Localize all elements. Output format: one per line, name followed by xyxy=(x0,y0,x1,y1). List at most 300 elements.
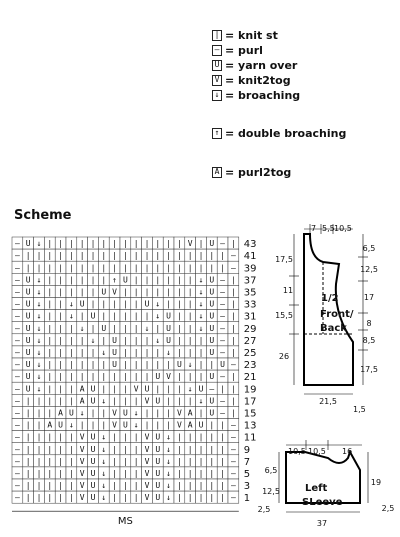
chart-stitch-symbol: — xyxy=(230,432,236,442)
chart-stitch-symbol: ↓ xyxy=(198,396,204,406)
chart-stitch-symbol: — xyxy=(230,420,236,430)
sleeve-label: SLeeve xyxy=(302,497,343,508)
front-back-label: Front/ xyxy=(320,309,354,320)
chart-stitch-symbol: | xyxy=(58,396,64,406)
chart-stitch-symbol: | xyxy=(209,360,215,370)
chart-stitch-symbol: — xyxy=(14,348,20,357)
chart-stitch-symbol: | xyxy=(176,493,182,503)
chart-stitch-symbol: | xyxy=(209,444,215,454)
chart-row-label: 13 xyxy=(243,420,257,432)
chart-stitch-symbol: | xyxy=(133,396,139,406)
chart-stitch-symbol: | xyxy=(36,481,42,491)
chart-stitch-symbol: ↓ xyxy=(36,299,42,309)
chart-stitch-symbol: — xyxy=(220,323,226,333)
chart-stitch-symbol: ↓ xyxy=(166,348,172,357)
knit2tog-symbol-icon: V xyxy=(212,75,222,86)
chart-stitch-symbol: A xyxy=(47,420,53,430)
chart-stitch-symbol: — xyxy=(220,348,226,357)
chart-stitch-symbol: — xyxy=(14,432,20,442)
chart-stitch-symbol: | xyxy=(25,432,31,442)
chart-row-label: 19 xyxy=(243,384,257,396)
chart-stitch-symbol: U xyxy=(155,493,161,503)
chart-stitch-symbol: — xyxy=(14,493,20,503)
chart-stitch-symbol: | xyxy=(166,360,172,370)
chart-stitch-symbol: ↓ xyxy=(36,311,42,321)
chart-stitch-symbol: U xyxy=(101,287,107,297)
chart-stitch-symbol: ↓ xyxy=(133,408,139,418)
chart-stitch-symbol: U xyxy=(198,384,204,394)
chart-stitch-symbol: ↓ xyxy=(101,396,107,406)
chart-stitch-symbol: — xyxy=(14,456,20,466)
chart-stitch-symbol: | xyxy=(101,360,107,370)
chart-stitch-symbol: U xyxy=(79,299,85,309)
dim-right-4: 8 xyxy=(366,319,372,328)
chart-stitch-symbol: | xyxy=(112,239,118,249)
legend-label: = purl2tog xyxy=(225,165,292,179)
chart-row-label: 1 xyxy=(243,493,251,505)
chart-stitch-symbol: U xyxy=(90,396,96,406)
chart-stitch-symbol: | xyxy=(47,239,53,249)
chart-stitch-symbol: ↓ xyxy=(155,311,161,321)
chart-stitch-symbol: | xyxy=(133,348,139,357)
chart-stitch-symbol: | xyxy=(187,481,193,491)
chart-stitch-symbol: | xyxy=(25,444,31,454)
chart-stitch-symbol: | xyxy=(122,299,128,309)
chart-stitch-symbol: | xyxy=(90,360,96,370)
chart-stitch-symbol: ↓ xyxy=(36,360,42,370)
chart-stitch-symbol: V xyxy=(176,408,182,418)
chart-stitch-symbol: | xyxy=(47,287,53,297)
dim-right-5: 8,5 xyxy=(362,336,376,345)
chart-stitch-symbol: | xyxy=(176,481,182,491)
chart-stitch-symbol: | xyxy=(79,335,85,345)
chart-stitch-symbol: V xyxy=(144,469,150,478)
chart-stitch-symbol: | xyxy=(68,287,74,297)
chart-stitch-symbol: U xyxy=(90,481,96,491)
chart-stitch-symbol: V xyxy=(166,372,172,382)
chart-stitch-symbol: | xyxy=(36,456,42,466)
dim-neck-top: 7 xyxy=(311,224,317,233)
chart-stitch-symbol: ↓ xyxy=(166,469,172,478)
chart-stitch-symbol: | xyxy=(133,469,139,478)
chart-stitch-symbol: V xyxy=(112,408,118,418)
chart-stitch-symbol: | xyxy=(198,469,204,478)
chart-stitch-symbol: ↓ xyxy=(187,360,193,370)
chart-stitch-symbol: | xyxy=(155,384,161,394)
dim-bottom-hem: 1,5 xyxy=(353,405,366,414)
chart-stitch-symbol: | xyxy=(36,493,42,503)
chart-row-label: 43 xyxy=(243,239,257,251)
chart-stitch-symbol: | xyxy=(187,323,193,333)
chart-stitch-symbol: ↓ xyxy=(36,287,42,297)
chart-stitch-symbol: | xyxy=(47,275,53,285)
chart-stitch-symbol: A xyxy=(187,420,193,430)
chart-stitch-symbol: | xyxy=(68,432,74,442)
chart-stitch-symbol: — xyxy=(14,360,20,370)
chart-stitch-symbol: — xyxy=(14,263,20,273)
chart-stitch-symbol: | xyxy=(230,323,236,333)
chart-stitch-symbol: | xyxy=(166,263,172,273)
chart-stitch-symbol: | xyxy=(58,456,64,466)
chart-stitch-symbol: | xyxy=(166,299,172,309)
chart-stitch-symbol: U xyxy=(166,311,172,321)
legend-label: = double broaching xyxy=(225,126,347,140)
chart-stitch-symbol: | xyxy=(79,239,85,249)
dim-right-1: 6,5 xyxy=(362,244,376,253)
chart-stitch-symbol: | xyxy=(47,384,53,394)
chart-stitch-symbol: A xyxy=(187,408,193,418)
chart-stitch-symbol: | xyxy=(68,444,74,454)
chart-stitch-symbol: | xyxy=(47,481,53,491)
dim-right-3: 17 xyxy=(363,293,375,302)
chart-stitch-symbol: | xyxy=(198,456,204,466)
chart-stitch-symbol: ↓ xyxy=(101,348,107,357)
chart-stitch-symbol: | xyxy=(220,456,226,466)
chart-stitch-symbol: | xyxy=(209,420,215,430)
chart-stitch-symbol: | xyxy=(144,275,150,285)
chart-stitch-symbol: ↓ xyxy=(101,469,107,478)
chart-row-label: 11 xyxy=(243,432,257,444)
chart-stitch-symbol: | xyxy=(133,481,139,491)
chart-stitch-symbol: — xyxy=(220,311,226,321)
chart-stitch-symbol: | xyxy=(198,348,204,357)
chart-stitch-symbol: | xyxy=(166,408,172,418)
legend-label: = yarn over xyxy=(225,58,298,72)
chart-stitch-symbol: ↓ xyxy=(36,275,42,285)
chart-stitch-symbol: — xyxy=(14,372,20,382)
chart-stitch-symbol: | xyxy=(47,323,53,333)
chart-stitch-symbol: — xyxy=(220,372,226,382)
double-broaching-symbol-icon: ↑ xyxy=(212,128,222,139)
chart-stitch-symbol: | xyxy=(58,275,64,285)
chart-stitch-symbol: | xyxy=(122,287,128,297)
legend-label: = knit st xyxy=(225,28,278,42)
chart-stitch-symbol: U xyxy=(209,408,215,418)
chart-stitch-symbol: — xyxy=(220,408,226,418)
chart-stitch-symbol: | xyxy=(198,251,204,261)
chart-stitch-symbol: U xyxy=(25,311,31,321)
chart-stitch-symbol: ↓ xyxy=(198,311,204,321)
chart-stitch-symbol: | xyxy=(230,335,236,345)
legend-label: = knit2tog xyxy=(225,73,291,87)
dim-sleeve-left-2: 12,5 xyxy=(262,487,280,496)
chart-stitch-symbol: — xyxy=(220,396,226,406)
chart-stitch-symbol: U xyxy=(122,275,128,285)
chart-stitch-symbol: | xyxy=(155,323,161,333)
chart-row-label: 35 xyxy=(243,287,257,299)
chart-stitch-symbol: | xyxy=(47,372,53,382)
chart-stitch-symbol: ↓ xyxy=(68,299,74,309)
chart-stitch-symbol: U xyxy=(166,335,172,345)
chart-stitch-symbol: — xyxy=(14,420,20,430)
chart-stitch-symbol: | xyxy=(112,263,118,273)
chart-stitch-symbol: — xyxy=(230,493,236,503)
chart-stitch-symbol: | xyxy=(230,372,236,382)
chart-stitch-symbol: | xyxy=(187,396,193,406)
chart-stitch-symbol: | xyxy=(155,275,161,285)
chart-stitch-symbol: | xyxy=(209,263,215,273)
chart-stitch-symbol: | xyxy=(155,263,161,273)
chart-stitch-symbol: U xyxy=(209,239,215,249)
chart-stitch-symbol: U xyxy=(112,360,118,370)
chart-stitch-symbol: | xyxy=(187,287,193,297)
chart-stitch-symbol: | xyxy=(25,493,31,503)
chart-stitch-symbol: | xyxy=(25,456,31,466)
chart-stitch-symbol: | xyxy=(68,275,74,285)
chart-bottom-label: MS xyxy=(117,516,133,528)
chart-stitch-symbol: ↓ xyxy=(133,420,139,430)
chart-stitch-symbol: | xyxy=(112,432,118,442)
chart-stitch-symbol: | xyxy=(133,275,139,285)
chart-stitch-symbol: | xyxy=(187,263,193,273)
chart-stitch-symbol: ↓ xyxy=(166,493,172,503)
chart-stitch-symbol: | xyxy=(209,481,215,491)
chart-stitch-symbol: — xyxy=(230,456,236,466)
chart-stitch-symbol: | xyxy=(230,239,236,249)
chart-stitch-symbol: | xyxy=(112,444,118,454)
chart-stitch-symbol: | xyxy=(68,251,74,261)
chart-stitch-symbol: | xyxy=(90,287,96,297)
chart-stitch-symbol: ↓ xyxy=(155,335,161,345)
chart-stitch-symbol: | xyxy=(122,348,128,357)
chart-stitch-symbol: U xyxy=(25,360,31,370)
chart-stitch-symbol: V xyxy=(79,432,85,442)
chart-stitch-symbol: — xyxy=(220,239,226,249)
chart-stitch-symbol: — xyxy=(14,287,20,297)
chart-stitch-symbol: ↓ xyxy=(166,456,172,466)
chart-stitch-symbol: | xyxy=(176,348,182,357)
chart-stitch-symbol: U xyxy=(198,420,204,430)
chart-stitch-symbol: | xyxy=(101,408,107,418)
chart-stitch-symbol: | xyxy=(176,239,182,249)
chart-stitch-symbol: U xyxy=(155,372,161,382)
chart-stitch-symbol: | xyxy=(58,444,64,454)
chart-stitch-symbol: | xyxy=(112,481,118,491)
chart-stitch-symbol: U xyxy=(155,432,161,442)
chart-stitch-symbol: | xyxy=(187,444,193,454)
chart-stitch-symbol: | xyxy=(101,384,107,394)
chart-stitch-symbol: | xyxy=(58,372,64,382)
chart-stitch-symbol: | xyxy=(166,287,172,297)
chart-stitch-symbol: | xyxy=(112,311,118,321)
chart-stitch-symbol: | xyxy=(187,493,193,503)
chart-stitch-symbol: ↓ xyxy=(198,275,204,285)
chart-stitch-symbol: | xyxy=(68,396,74,406)
chart-stitch-symbol: ↓ xyxy=(101,481,107,491)
chart-stitch-symbol: | xyxy=(90,275,96,285)
chart-stitch-symbol: | xyxy=(133,263,139,273)
chart-stitch-symbol: | xyxy=(101,275,107,285)
chart-stitch-symbol: U xyxy=(209,275,215,285)
chart-stitch-symbol: | xyxy=(68,360,74,370)
chart-row-label: 7 xyxy=(243,456,251,468)
chart-stitch-symbol: | xyxy=(47,348,53,357)
chart-stitch-symbol: | xyxy=(68,456,74,466)
chart-stitch-symbol: | xyxy=(198,263,204,273)
broaching-symbol-icon: ↓ xyxy=(212,90,222,101)
chart-stitch-symbol: U xyxy=(25,384,31,394)
chart-stitch-symbol: U xyxy=(155,396,161,406)
chart-stitch-symbol: | xyxy=(90,239,96,249)
chart-stitch-symbol: ↓ xyxy=(101,432,107,442)
chart-stitch-symbol: A xyxy=(58,408,64,418)
chart-stitch-symbol: | xyxy=(198,481,204,491)
chart-stitch-symbol: | xyxy=(90,348,96,357)
chart-stitch-symbol: | xyxy=(58,239,64,249)
chart-stitch-symbol: | xyxy=(90,323,96,333)
chart-stitch-symbol: ↓ xyxy=(101,456,107,466)
chart-stitch-symbol: | xyxy=(112,396,118,406)
chart-stitch-symbol: | xyxy=(122,335,128,345)
chart-stitch-symbol: | xyxy=(220,420,226,430)
chart-stitch-symbol: | xyxy=(47,444,53,454)
chart-stitch-symbol: U xyxy=(112,348,118,357)
dim-right-6: 17,5 xyxy=(360,365,378,374)
chart-stitch-symbol: | xyxy=(166,275,172,285)
chart-stitch-symbol: ↓ xyxy=(36,323,42,333)
chart-stitch-symbol: | xyxy=(187,311,193,321)
chart-stitch-symbol: | xyxy=(230,299,236,309)
chart-stitch-symbol: | xyxy=(112,299,118,309)
chart-stitch-symbol: U xyxy=(25,323,31,333)
chart-stitch-symbol: | xyxy=(112,251,118,261)
chart-stitch-symbol: | xyxy=(68,384,74,394)
chart-stitch-symbol: | xyxy=(133,299,139,309)
legend-label: = purl xyxy=(225,43,263,57)
chart-stitch-symbol: | xyxy=(112,323,118,333)
chart-stitch-symbol: — xyxy=(220,299,226,309)
chart-row-label: 39 xyxy=(243,263,257,275)
chart-stitch-symbol: | xyxy=(25,469,31,478)
chart-stitch-symbol: | xyxy=(198,444,204,454)
chart-stitch-symbol: | xyxy=(36,263,42,273)
chart-stitch-symbol: | xyxy=(122,360,128,370)
chart-stitch-symbol: | xyxy=(25,396,31,406)
chart-stitch-symbol: | xyxy=(198,335,204,345)
dim-bottom-width: 21,5 xyxy=(319,397,337,406)
chart-stitch-symbol: | xyxy=(144,287,150,297)
chart-stitch-symbol: | xyxy=(101,299,107,309)
chart-stitch-symbol: | xyxy=(155,348,161,357)
chart-stitch-symbol: | xyxy=(220,432,226,442)
chart-stitch-symbol: | xyxy=(58,469,64,478)
yarn-over-symbol-icon: U xyxy=(212,60,222,71)
chart-row-label: 15 xyxy=(243,408,257,420)
chart-stitch-symbol: | xyxy=(166,384,172,394)
chart-stitch-symbol: | xyxy=(155,360,161,370)
chart-stitch-symbol: — xyxy=(230,263,236,273)
chart-stitch-symbol: | xyxy=(133,287,139,297)
chart-stitch-symbol: | xyxy=(58,323,64,333)
chart-stitch-symbol: | xyxy=(58,384,64,394)
chart-stitch-symbol: ↓ xyxy=(101,444,107,454)
dim-sleeve-right-2: 2,5 xyxy=(381,504,395,513)
chart-row-label: 5 xyxy=(243,469,251,480)
chart-stitch-symbol: | xyxy=(58,263,64,273)
chart-stitch-symbol: ↓ xyxy=(36,384,42,394)
chart-stitch-symbol: | xyxy=(155,251,161,261)
chart-stitch-symbol: U xyxy=(209,287,215,297)
chart-stitch-symbol: ↓ xyxy=(144,323,150,333)
chart-stitch-symbol: | xyxy=(176,299,182,309)
chart-stitch-symbol: | xyxy=(122,481,128,491)
chart-stitch-symbol: | xyxy=(47,469,53,478)
chart-stitch-symbol: | xyxy=(220,469,226,478)
chart-stitch-symbol: V xyxy=(144,493,150,503)
chart-row-label: 37 xyxy=(243,275,257,287)
chart-stitch-symbol: ↓ xyxy=(166,432,172,442)
chart-stitch-symbol: | xyxy=(47,456,53,466)
chart-stitch-symbol: V xyxy=(176,420,182,430)
chart-stitch-symbol: ↓ xyxy=(198,287,204,297)
chart-stitch-symbol: | xyxy=(220,444,226,454)
chart-stitch-symbol: V xyxy=(133,384,139,394)
chart-stitch-symbol: | xyxy=(79,287,85,297)
chart-stitch-symbol: | xyxy=(101,311,107,321)
chart-stitch-symbol: — xyxy=(220,275,226,285)
chart-stitch-symbol: | xyxy=(198,372,204,382)
chart-stitch-symbol: | xyxy=(187,251,193,261)
chart-row-label: 9 xyxy=(243,444,251,456)
chart-row-label: 3 xyxy=(243,481,251,493)
dim-shoulder: 10,5 xyxy=(334,224,352,233)
chart-stitch-symbol: | xyxy=(58,348,64,357)
chart-stitch-symbol: ↓ xyxy=(187,384,193,394)
chart-stitch-symbol: | xyxy=(220,481,226,491)
purl-symbol-icon: — xyxy=(212,45,222,56)
chart-stitch-symbol: | xyxy=(144,335,150,345)
chart-stitch-symbol: | xyxy=(220,493,226,503)
chart-stitch-symbol: | xyxy=(68,372,74,382)
chart-stitch-symbol: | xyxy=(25,420,31,430)
chart-stitch-symbol: U xyxy=(144,384,150,394)
chart-stitch-symbol: | xyxy=(112,456,118,466)
chart-stitch-symbol: ↓ xyxy=(166,481,172,491)
chart-stitch-symbol: U xyxy=(25,287,31,297)
chart-stitch-symbol: | xyxy=(176,444,182,454)
chart-stitch-symbol: | xyxy=(220,263,226,273)
chart-stitch-symbol: | xyxy=(122,432,128,442)
chart-stitch-symbol: — xyxy=(220,335,226,345)
chart-stitch-symbol: | xyxy=(133,444,139,454)
chart-row-label: 29 xyxy=(243,323,257,335)
chart-stitch-symbol: | xyxy=(209,251,215,261)
chart-stitch-symbol: | xyxy=(198,408,204,418)
chart-stitch-symbol: V xyxy=(79,456,85,466)
chart-stitch-symbol: | xyxy=(79,311,85,321)
chart-stitch-symbol: V xyxy=(112,420,118,430)
chart-stitch-symbol: | xyxy=(25,408,31,418)
chart-stitch-symbol: | xyxy=(101,420,107,430)
chart-stitch-symbol: U xyxy=(25,239,31,249)
chart-stitch-symbol: | xyxy=(112,493,118,503)
chart-stitch-symbol: | xyxy=(68,469,74,478)
chart-stitch-symbol: ↓ xyxy=(36,348,42,357)
chart-stitch-symbol: | xyxy=(176,469,182,478)
chart-stitch-symbol: | xyxy=(133,323,139,333)
chart-stitch-symbol: U xyxy=(209,323,215,333)
chart-stitch-symbol: | xyxy=(101,251,107,261)
chart-stitch-symbol: | xyxy=(198,239,204,249)
chart-stitch-symbol: U xyxy=(209,311,215,321)
chart-stitch-symbol: | xyxy=(90,299,96,309)
chart-stitch-symbol: ↑ xyxy=(112,275,118,285)
chart-stitch-symbol: | xyxy=(133,311,139,321)
chart-stitch-symbol: | xyxy=(101,239,107,249)
chart-stitch-symbol: — xyxy=(14,275,20,285)
chart-stitch-symbol: | xyxy=(176,251,182,261)
chart-stitch-symbol: | xyxy=(155,239,161,249)
